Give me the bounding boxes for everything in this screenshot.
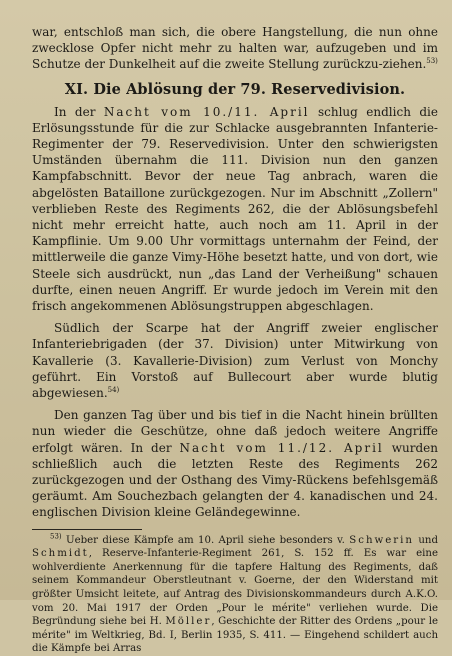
p1-text-b: schlug endlich die Erlösungsstunde für die zur Schlacke ausgebrannten Infanterie-Regimenter der 79. Reservedivision. Unter den schwierigsten Umständen übernahm die 111. Division nun den ganzen Kampfabschnitt. Bevor der neue Tag anbrach, waren die abgelösten Bataillone zurückgezogen. Nur im Abschnitt „Zollern" verblieben Reste des Regiments 262, die der Ablösungsbefehl nicht mehr erreicht hatte, auch noch am 11. April in der Kampflinie. Um 9.00 Uhr vormittags unternahm der Feind, der mittlerweile die ganze Vimy-Höhe besetzt hatte, und von dort, wie Steele sich ausdrückt, nun „das Land der Verheißung" schauen durfte, einen neuen Angriff. Er wurde jedoch im Verein mit den frisch angekommenen Ablösungstruppen abgeschlagen. [32,104,438,314]
footnote-text-d: , Geschichte der Ritter des Ordens „pour le mérite" im Weltkrieg, Bd. I, Berlin 1935, S. 411. — Eingehend schildert auch die Kämpfe bei Arras [32,616,438,655]
footnote-rule [32,529,142,530]
footnote-ref: 53) [426,57,438,66]
footnote-53 [32,534,438,656]
footnote-author-1: Schwerin [349,534,414,546]
section-heading: XI. Die Ablösung der 79. Reservedivision. [64,80,406,98]
fragment-text: war, entschloß man sich, die obere Hangstellung, die nun ohne zwecklose Opfer nicht mehr zu halten war, aufzugeben und im Schutze der Dunkelheit auf die zweite Stellung zurückzu-ziehen. [32,25,438,72]
paragraph-fragment [32,24,438,73]
p2-text: Südlich der Scarpe hat der Angriff zweier englischer Infanteriebrigaden (der 37. Division) unter Mitwirkung von Kavallerie (3. Kavallerie-Division) zum Verlust von Monchy geführt. Ein Vorstoß auf Bullecourt aber wurde blutig abgewiesen. [32,321,438,401]
footnote-ref: 54) [107,386,120,395]
footnote-author-3: Möller [165,616,212,628]
footnote-text-c: , Reserve-Infanterie-Regiment 261, S. 152 ff. Es war eine wohlverdiente Anerkennung für die tapfere Haltung des Regiments, daß seinem Kommandeur Oberstleutnant v. Goerne, der den Widerstand mit größter Umsicht leitete, auf Antrag des Divisionskommandeurs durch A.K.O. vom 20. Mai 1917 der Orden „Pour le mérite" verliehen wurde. Die Begründung siehe bei H. [32,548,438,628]
paragraph-3 [32,407,438,520]
p3-spaced-date: Nacht vom 11./12. April [179,440,384,455]
footnote-author-2: Schmidt [32,548,89,560]
p3-text-a: Den ganzen Tag über und bis tief in die Nacht hinein brüllten nun wieder die Geschütze, ohne daß jedoch weitere Angriffe erfolgt wären. In der [32,408,438,455]
footnote-mark: 53) [50,532,62,541]
paragraph-2 [32,320,438,401]
p1-text-a: In der [54,104,104,119]
p1-spaced-date: Nacht vom 10./11. April [103,104,310,119]
footnote-text-b: und [413,534,438,546]
p3-text-b: wurden schließlich auch die letzten Reste des Regiments 262 zurückgezogen und der Osthang des Vimy-Rückens befehlsgemäß geräumt. Am Souchezbach gelangten der 4. kanadischen und 24. englischen Division kleine Geländegewinne. [32,440,438,520]
paragraph-1 [32,104,438,315]
footnote-text-a: Ueber diese Kämpfe am 10. April siehe besonders v. [61,534,350,546]
